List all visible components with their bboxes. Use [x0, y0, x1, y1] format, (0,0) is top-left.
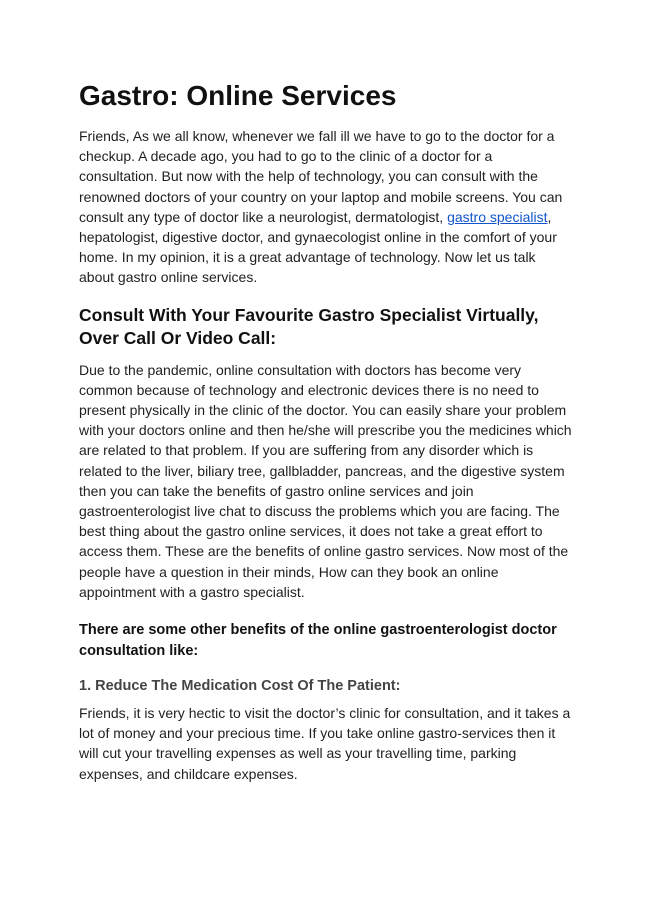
page-title: Gastro: Online Services: [79, 80, 397, 111]
consult-paragraph: Due to the pandemic, online consultation with doctors has become very common because of technology and electronic devices there is no need to present physically in the clinic of the doctor. You can easily share your problem with your doctors online and then he/she will prescribe you the medicines which are related to that problem. If you are suffering from any disorder which is related to the liver, biliary tree, gallbladder, pancreas, and the digestive system then you can take the benefits of gastro online services and join gastroenterologist live chat to discuss the problems which you are facing. The best thing about the gastro online services, it does not take a great effort to access them. These are the benefits of online gastro services. Now most of the people have a question in their minds, How can they book an online appointment with a gastro specialist.: [79, 361, 572, 600]
section-heading-consult: Consult With Your Favourite Gastro Specialist Virtually, Over Call Or Video Call:: [79, 304, 539, 348]
benefit-heading-medication-cost: 1. Reduce The Medication Cost Of The Patient:: [79, 678, 401, 695]
intro-paragraph: [79, 126, 573, 288]
benefit-paragraph-medication-cost: Friends, it is very hectic to visit the doctor’s clinic for consultation, and it takes a lot of money and your precious time. If you take online gastro-services then it will cut your travelling expenses as well as your travelling time, parking expenses, and childcare expenses.: [79, 705, 571, 782]
gastro-specialist-link[interactable]: gastro specialist: [447, 208, 548, 225]
intro-text-start: Friends, As we all know, whenever we fall ill we have to go to the doctor for a checkup. A decade ago, you had to go to the clinic of a doctor for a consultation. But now with the help of technology, you can consult with the renowned doctors of your country on your laptop and mobile screens. You can consult any type of doctor like a neurologist, dermatologist,: [79, 128, 563, 225]
section-heading-benefits: There are some other benefits of the online gastroenterologist doctor consultation like:: [79, 622, 557, 660]
intro-text-end: , hepatologist, digestive doctor, and gynaecologist online in the comfort of your home. In my opinion, it is a great advantage of technology. Now let us talk about gastro online services.: [79, 208, 557, 286]
document-page: [79, 78, 573, 784]
